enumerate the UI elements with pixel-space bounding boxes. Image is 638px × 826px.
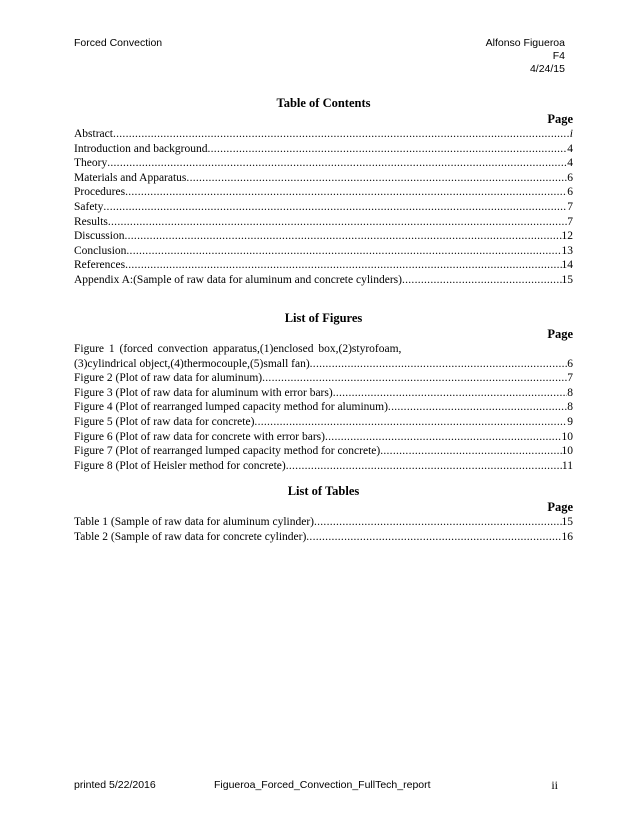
toc-entry-title: References — [74, 259, 126, 272]
figure-entry-page: 6 — [567, 357, 573, 370]
table-entry-title: Table 1 (Sample of raw data for aluminum cylinder) — [74, 516, 314, 528]
toc-entry[interactable] — [74, 215, 573, 230]
table-entry[interactable] — [74, 530, 573, 545]
figure-entry-page: 10 — [561, 445, 573, 458]
figure-entry[interactable] — [74, 386, 573, 401]
figure-entry-title: (3)cylindrical object,(4)thermocouple,(5)small fan) — [74, 357, 310, 370]
table-entry-page: 15 — [561, 516, 573, 528]
table-entry-page: 16 — [561, 530, 573, 543]
toc-entry[interactable] — [74, 156, 573, 171]
toc-entry-page: 7 — [567, 200, 573, 213]
table-of-contents — [74, 95, 573, 288]
figure-entry-page: 10 — [561, 430, 573, 443]
figure-entry-page: 8 — [567, 386, 573, 399]
toc-entry-title: Conclusion — [74, 244, 127, 257]
figure-entry-title: Figure 6 (Plot of raw data for concrete with error bars) — [74, 430, 325, 443]
leader-dots — [108, 215, 567, 230]
toc-entry-page: 4 — [567, 142, 573, 155]
figure-entry-page: 8 — [567, 401, 573, 414]
header-section: F4 — [552, 50, 565, 62]
leader-dots — [333, 386, 568, 401]
figure-entry-title: Figure 5 (Plot of raw data for concrete) — [74, 415, 255, 428]
toc-entry-page: 13 — [561, 244, 573, 257]
toc-entry[interactable] — [74, 142, 573, 157]
figure-entry-page: 7 — [567, 372, 573, 385]
toc-entry-title: Appendix A:(Sample of raw data for aluminum and concrete cylinders) — [74, 273, 402, 286]
figure-entry-page: 9 — [567, 415, 573, 428]
toc-entry-title: Abstract — [74, 128, 113, 140]
figure-entry-page: 11 — [561, 459, 573, 472]
figures-page-label: Page — [547, 327, 573, 341]
toc-entry-page: 12 — [561, 230, 573, 243]
figure-entry-first-line[interactable]: Figure 1 (forced convection apparatus,(1)enclosed box,(2)styrofoam, — [74, 343, 402, 355]
leader-dots — [126, 244, 561, 259]
toc-entry-title: Procedures — [74, 186, 126, 199]
table-entry-title: Table 2 (Sample of raw data for concrete cylinder) — [74, 530, 307, 543]
toc-entry-page: i — [569, 128, 573, 140]
toc-title: Table of Contents — [276, 96, 371, 110]
toc-entry[interactable] — [74, 229, 573, 244]
leader-dots — [325, 430, 562, 445]
figure-entry-title: Figure 8 (Plot of Heisler method for concrete) — [74, 459, 286, 472]
figure-entry-title: Figure 2 (Plot of raw data for aluminum) — [74, 372, 263, 385]
header-author-block — [486, 37, 565, 76]
toc-entry-page: 6 — [567, 186, 573, 199]
toc-entry[interactable] — [74, 273, 573, 288]
leader-dots — [125, 185, 567, 200]
tables-page-label: Page — [547, 500, 573, 514]
header-doc-title: Forced Convection — [74, 37, 163, 49]
toc-page-label: Page — [547, 112, 573, 126]
toc-entry-title: Theory — [74, 157, 108, 170]
leader-dots — [186, 171, 567, 186]
figure-entry[interactable] — [74, 430, 573, 445]
figure-entry[interactable] — [74, 371, 573, 386]
figure-entry-title: Figure 3 (Plot of raw data for aluminum with error bars) — [74, 386, 333, 399]
leader-dots — [125, 258, 561, 273]
table-entry[interactable] — [74, 515, 573, 530]
footer-print-date: printed 5/22/2016 — [74, 779, 156, 791]
toc-entry-title: Discussion — [74, 230, 125, 243]
leader-dots — [262, 371, 567, 386]
figure-entry-title: Figure 7 (Plot of rearranged lumped capacity method for concrete) — [74, 445, 381, 458]
leader-dots — [113, 127, 570, 142]
tables-title: List of Tables — [287, 484, 360, 498]
leader-dots — [208, 142, 568, 157]
toc-entry-page: 14 — [561, 259, 573, 272]
leader-dots — [286, 459, 562, 474]
toc-entry-page: 7 — [567, 215, 573, 228]
footer-page-number: ii — [551, 778, 558, 792]
leader-dots — [388, 400, 567, 415]
toc-entry-page: 6 — [567, 171, 573, 184]
header-date: 4/24/15 — [529, 63, 565, 75]
leader-dots — [402, 273, 562, 288]
toc-entry[interactable] — [74, 171, 573, 186]
toc-entry-page: 15 — [561, 273, 573, 286]
toc-entry[interactable] — [74, 127, 573, 142]
leader-dots — [107, 156, 567, 171]
leader-dots — [314, 515, 562, 530]
leader-dots — [103, 200, 567, 215]
toc-entry-title: Materials and Apparatus — [74, 171, 187, 184]
figure-entry[interactable] — [74, 444, 573, 459]
leader-dots — [254, 415, 567, 430]
list-of-figures — [74, 310, 573, 473]
figure-entry[interactable] — [74, 400, 573, 415]
toc-entry[interactable] — [74, 244, 573, 259]
toc-entry-title: Introduction and background — [74, 142, 208, 155]
figures-title: List of Figures — [284, 311, 363, 325]
leader-dots — [124, 229, 561, 244]
toc-entry-title: Results — [74, 215, 108, 228]
figure-entry[interactable] — [74, 415, 573, 430]
leader-dots — [380, 444, 561, 459]
header-author: Alfonso Figueroa — [485, 37, 565, 49]
leader-dots — [306, 530, 561, 545]
footer-filename: Figueroa_Forced_Convection_FullTech_report — [214, 779, 431, 791]
figure-entry-title: Figure 4 (Plot of rearranged lumped capacity method for aluminum) — [74, 401, 388, 414]
toc-entry[interactable] — [74, 258, 573, 273]
figure-entry[interactable] — [74, 459, 573, 474]
leader-dots — [310, 357, 568, 372]
list-of-tables — [74, 483, 573, 544]
toc-entry-title: Safety — [74, 200, 104, 213]
figure-entry[interactable] — [74, 357, 573, 372]
toc-entry[interactable] — [74, 185, 573, 200]
toc-entry[interactable] — [74, 200, 573, 215]
toc-entry-page: 4 — [567, 157, 573, 170]
